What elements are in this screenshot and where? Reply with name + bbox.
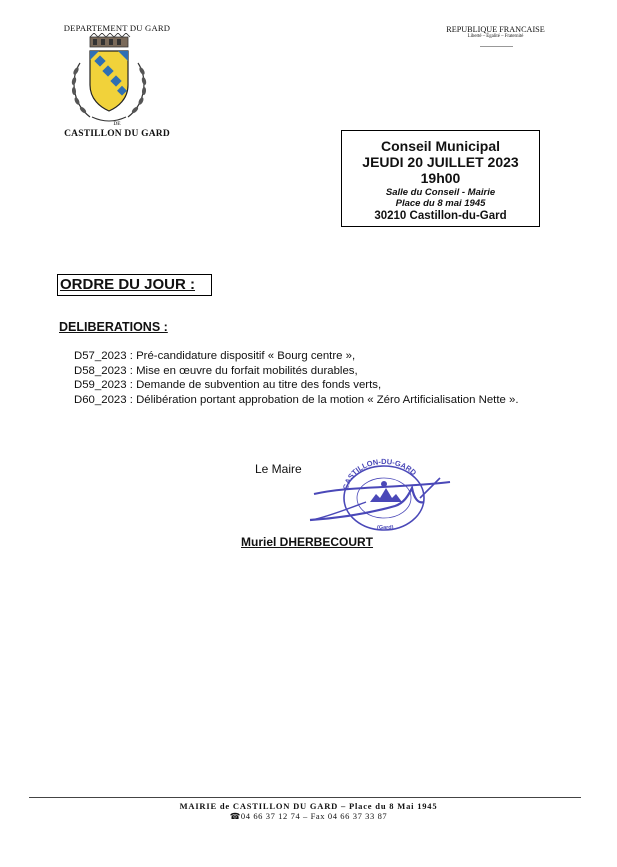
signatory-name: Muriel DHERBECOURT bbox=[241, 535, 374, 549]
commune-label: CASTILLON DU GARD bbox=[64, 129, 170, 139]
signatory-role: Le Maire bbox=[255, 462, 302, 476]
deliberations-heading: DELIBERATIONS : bbox=[59, 320, 168, 334]
agenda-item: D59_2023 : Demande de subvention au titre des fonds verts, bbox=[74, 379, 382, 391]
meeting-room: Salle du Conseil - Mairie bbox=[385, 187, 496, 198]
footer-address: MAIRIE de CASTILLON DU GARD – Place du 8 Mai 1945 bbox=[179, 801, 438, 811]
agenda-list bbox=[74, 349, 519, 407]
coat-of-arms-icon bbox=[66, 33, 152, 125]
meeting-date: JEUDI 20 JUILLET 2023 bbox=[362, 154, 519, 170]
meeting-time: 19h00 bbox=[420, 170, 461, 186]
meeting-info-box bbox=[341, 130, 540, 227]
footer-contact: ☎04 66 37 12 74 – Fax 04 66 37 33 87 bbox=[229, 811, 388, 821]
stamp-text: CASTILLON-DU-GARD bbox=[341, 458, 419, 491]
stamp-sub: (Gard) bbox=[377, 525, 394, 531]
republic-label: REPUBLIQUE FRANCAISE bbox=[446, 25, 545, 34]
republic-divider bbox=[480, 46, 513, 47]
meeting-city: 30210 Castillon-du-Gard bbox=[374, 210, 507, 222]
de-label: DE bbox=[113, 121, 121, 127]
republic-motto: Liberté – Égalité – Fraternité bbox=[467, 34, 524, 39]
agenda-heading: ORDRE DU JOUR : bbox=[57, 274, 212, 296]
footer-divider bbox=[29, 797, 581, 798]
agenda-item: D57_2023 : Pré-candidature dispositif « Bourg centre », bbox=[74, 350, 356, 362]
meeting-street: Place du 8 mai 1945 bbox=[395, 198, 486, 209]
agenda-item: D58_2023 : Mise en œuvre du forfait mobilités durables, bbox=[74, 364, 358, 377]
department-label: DEPARTEMENT DU GARD bbox=[63, 23, 171, 33]
agenda-item: D60_2023 : Délibération portant approbation de la motion « Zéro Artificialisation Nette ». bbox=[74, 393, 519, 406]
meeting-title: Conseil Municipal bbox=[380, 138, 500, 154]
official-stamp-and-signature bbox=[300, 458, 460, 546]
